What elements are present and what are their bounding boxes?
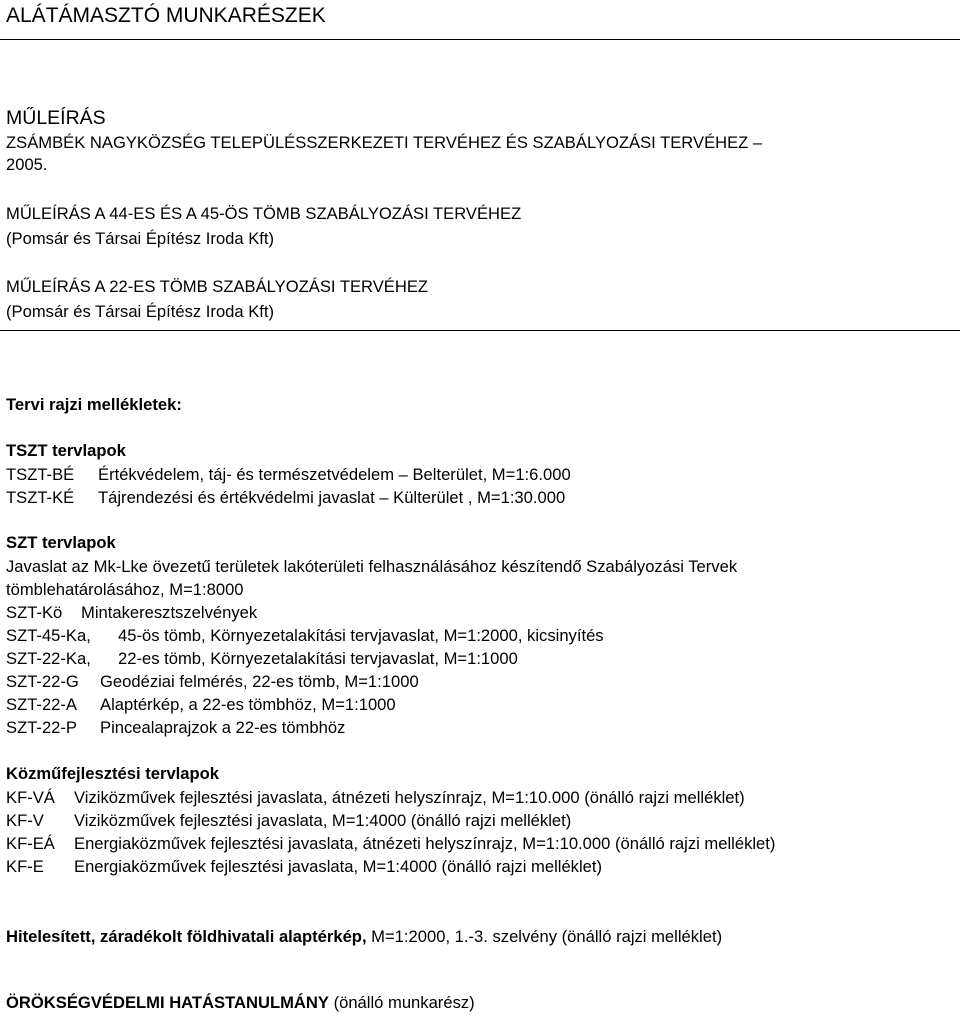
item-code: SZT-22-Ka, bbox=[6, 649, 91, 668]
item-code: SZT-22-A bbox=[6, 695, 78, 714]
list-item bbox=[6, 464, 571, 486]
list-item bbox=[6, 671, 419, 693]
hitelesitett-bold: Hitelesített, záradékolt földhivatali alaptérkép, bbox=[6, 927, 367, 946]
szt-intro-line2: tömblehatárolásához, M=1:8000 bbox=[6, 580, 244, 599]
list-item bbox=[6, 810, 571, 832]
section-44-45-author: (Pomsár és Társai Építész Iroda Kft) bbox=[6, 229, 275, 248]
divider bbox=[0, 39, 960, 40]
item-code: KF-E bbox=[6, 857, 44, 876]
item-text: Geodéziai felmérés, 22-es tömb, M=1:1000 bbox=[100, 672, 419, 691]
item-code: KF-V bbox=[6, 811, 44, 830]
footer-line bbox=[6, 992, 475, 1014]
hitelesitett-normal: M=1:2000, 1.-3. szelvény (önálló rajzi melléklet) bbox=[366, 927, 723, 946]
intro-heading: MŰLEÍRÁS bbox=[6, 107, 106, 129]
szt-heading: SZT tervlapok bbox=[6, 533, 116, 552]
page-title: ALÁTÁMASZTÓ MUNKARÉSZEK bbox=[6, 4, 326, 27]
list-item bbox=[6, 694, 396, 716]
item-text: Viziközművek fejlesztési javaslata, M=1:4000 (önálló rajzi melléklet) bbox=[74, 811, 572, 830]
item-text: Alaptérkép, a 22-es tömbhöz, M=1:1000 bbox=[100, 695, 396, 714]
footer-normal: (önálló munkarész) bbox=[328, 993, 475, 1012]
kozmu-heading: Közműfejlesztési tervlapok bbox=[6, 764, 220, 783]
list-item bbox=[6, 625, 604, 647]
item-code: KF-EÁ bbox=[6, 834, 55, 853]
item-text: Energiaközművek fejlesztési javaslata, M=1:4000 (önálló rajzi melléklet) bbox=[74, 857, 603, 876]
section-44-45-title: MŰLEÍRÁS A 44-ES ÉS A 45-ÖS TÖMB SZABÁLYOZÁSI TERVÉHEZ bbox=[6, 204, 522, 223]
attachments-heading: Tervi rajzi mellékletek: bbox=[6, 395, 182, 414]
list-item bbox=[6, 487, 565, 509]
item-code: SZT-Kö bbox=[6, 603, 63, 622]
intro-subtitle-line2: 2005. bbox=[6, 155, 48, 174]
item-code: SZT-22-G bbox=[6, 672, 79, 691]
szt-intro-line1: Javaslat az Mk-Lke övezetű területek lakóterületi felhasználásához készítendő Szabályozási Tervek bbox=[6, 557, 738, 576]
item-code: SZT-22-P bbox=[6, 718, 78, 737]
item-text: 45-ös tömb, Környezetalakítási tervjavaslat, M=1:2000, kicsinyítés bbox=[118, 626, 604, 645]
section-22-title: MŰLEÍRÁS A 22-ES TÖMB SZABÁLYOZÁSI TERVÉHEZ bbox=[6, 277, 429, 296]
footer-bold: ÖRÖKSÉGVÉDELMI HATÁSTANULMÁNY bbox=[6, 993, 329, 1012]
item-text: Viziközművek fejlesztési javaslata, átnézeti helyszínrajz, M=1:10.000 (önálló rajzi melléklet) bbox=[74, 788, 745, 807]
tszt-heading: TSZT tervlapok bbox=[6, 441, 126, 460]
list-item bbox=[6, 856, 602, 878]
item-code: TSZT-BÉ bbox=[6, 465, 75, 484]
item-text: Energiaközművek fejlesztési javaslata, átnézeti helyszínrajz, M=1:10.000 (önálló rajzi melléklet) bbox=[74, 834, 776, 853]
list-item bbox=[6, 787, 745, 809]
list-item bbox=[6, 833, 775, 855]
section-22-author: (Pomsár és Társai Építész Iroda Kft) bbox=[6, 302, 275, 321]
item-code: TSZT-KÉ bbox=[6, 488, 75, 507]
intro-subtitle-line1: ZSÁMBÉK NAGYKÖZSÉG TELEPÜLÉSSZERKEZETI TERVÉHEZ ÉS SZABÁLYOZÁSI TERVÉHEZ – bbox=[6, 133, 763, 152]
list-item bbox=[6, 602, 257, 624]
item-code: SZT-45-Ka, bbox=[6, 626, 91, 645]
item-text: Tájrendezési és értékvédelmi javaslat – Külterület , M=1:30.000 bbox=[98, 488, 566, 507]
item-text: Pincealaprajzok a 22-es tömbhöz bbox=[100, 718, 346, 737]
item-text: 22-es tömb, Környezetalakítási tervjavaslat, M=1:1000 bbox=[118, 649, 518, 668]
item-text: Mintakeresztszelvények bbox=[81, 603, 258, 622]
list-item bbox=[6, 717, 345, 739]
hitelesitett-line bbox=[6, 926, 722, 948]
list-item bbox=[6, 648, 518, 670]
item-code: KF-VÁ bbox=[6, 788, 55, 807]
divider bbox=[0, 330, 960, 331]
item-text: Értékvédelem, táj- és természetvédelem – Belterület, M=1:6.000 bbox=[98, 465, 571, 484]
